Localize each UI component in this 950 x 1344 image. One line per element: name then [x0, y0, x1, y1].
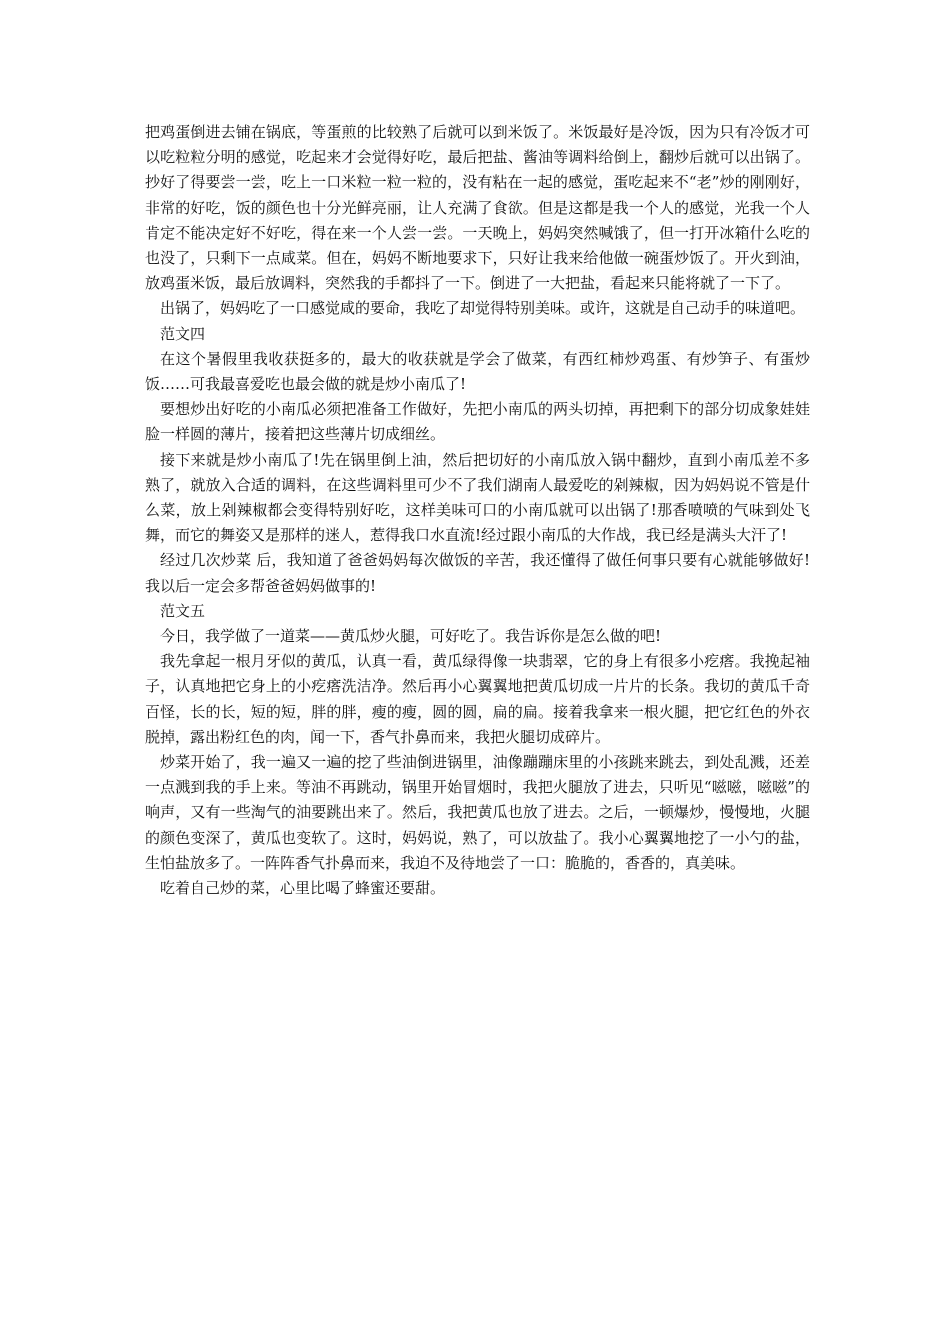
- paragraph: 今日，我学做了一道菜——黄瓜炒火腿，可好吃了。我告诉你是怎么做的吧!: [160, 627, 662, 646]
- paragraph: 在这个暑假里我收获挺多的，最大的收获就是学会了做菜，有西红柿炒鸡蛋、有炒笋子、有蛋炒饭……可我最喜爱吃也最会做的就是炒小南瓜了!: [145, 349, 810, 394]
- section-heading: 范文五: [160, 601, 206, 620]
- section-heading: 范文四: [160, 324, 206, 343]
- document-page: [145, 120, 810, 901]
- paragraph: 我先拿起一根月牙似的黄瓜，认真一看，黄瓜绿得像一块翡翠，它的身上有很多小疙瘩。我挽起袖子，认真地把它身上的小疙瘩洗洁净。然后再小心翼翼地把黄瓜切成一片片的长条。我切的黄瓜千奇百怪，长的长，短的短，胖的胖，瘦的瘦，圆的圆，扁的扁。接着我拿来一根火腿，把它红色的外衣脱掉，露出粉红色的肉，闻一下，香气扑鼻而来，我把火腿切成碎片。: [145, 652, 810, 746]
- paragraph: 炒菜开始了，我一遍又一遍的挖了些油倒进锅里，油像蹦蹦床里的小孩跳来跳去，到处乱溅，还差一点溅到我的手上来。等油不再跳动，锅里开始冒烟时，我把火腿放了进去，只听见“嗞嗞，嗞嗞”的响声，又有一些淘气的油要跳出来了。然后，我把黄瓜也放了进去。之后，一顿爆炒，慢慢地，火腿的颜色变深了，黄瓜也变软了。这时，妈妈说，熟了，可以放盐了。我小心翼翼地挖了一小勺的盐，生怕盐放多了。一阵阵香气扑鼻而来，我迫不及待地尝了一口：脆脆的，香香的，真美味。: [145, 753, 810, 872]
- paragraph: 要想炒出好吃的小南瓜必须把准备工作做好，先把小南瓜的两头切掉，再把剩下的部分切成象娃娃脸一样圆的薄片，接着把这些薄片切成细丝。: [145, 400, 810, 444]
- paragraph: 出锅了，妈妈吃了一口感觉咸的要命，我吃了却觉得特别美味。或许，这就是自己动手的味道吧。: [160, 299, 806, 318]
- paragraph: 把鸡蛋倒进去铺在锅底，等蛋煎的比较熟了后就可以到米饭了。米饭最好是冷饭，因为只有冷饭才可以吃粒粒分明的感觉，吃起来才会觉得好吃，最后把盐、酱油等调料给倒上，翻炒后就可以出锅了。抄好了得要尝一尝，吃上一口米粒一粒一粒的，没有粘在一起的感觉，蛋吃起来不“老”炒的刚刚好，非常的好吃，饭的颜色也十分光鲜亮丽，让人充满了食欲。但是这都是我一个人的感觉，光我一个人肯定不能决定好不好吃，得在来一个人尝一尝。一天晚上，妈妈突然喊饿了，但一打开冰箱什么吃的也没了，只剩下一点咸菜。但在，妈妈不断地要求下，只好让我来给他做一碗蛋炒饭了。开火到油，放鸡蛋米饭，最后放调料，突然我的手都抖了一下。倒进了一大把盐，看起来只能将就了一下了。: [145, 123, 810, 293]
- paragraph: 经过几次炒菜 后，我知道了爸爸妈妈每次做饭的辛苦，我还懂得了做任何事只要有心就能够做好!我以后一定会多帮爸爸妈妈做事的!: [145, 551, 810, 595]
- paragraph: 吃着自己炒的菜，心里比喝了蜂蜜还要甜。: [160, 879, 446, 898]
- paragraph: 接下来就是炒小南瓜了!先在锅里倒上油，然后把切好的小南瓜放入锅中翻炒，直到小南瓜差不多熟了，就放入合适的调料，在这些调料里可少不了我们湖南人最爱吃的剁辣椒，因为妈妈说不管是什么菜，放上剁辣椒都会变得特别好吃，这样美味可口的小南瓜就可以出锅了!那香喷喷的气味到处飞舞，而它的舞姿又是那样的迷人，惹得我口水直流!经过跟小南瓜的大作战，我已经是满头大汗了!: [145, 450, 810, 545]
